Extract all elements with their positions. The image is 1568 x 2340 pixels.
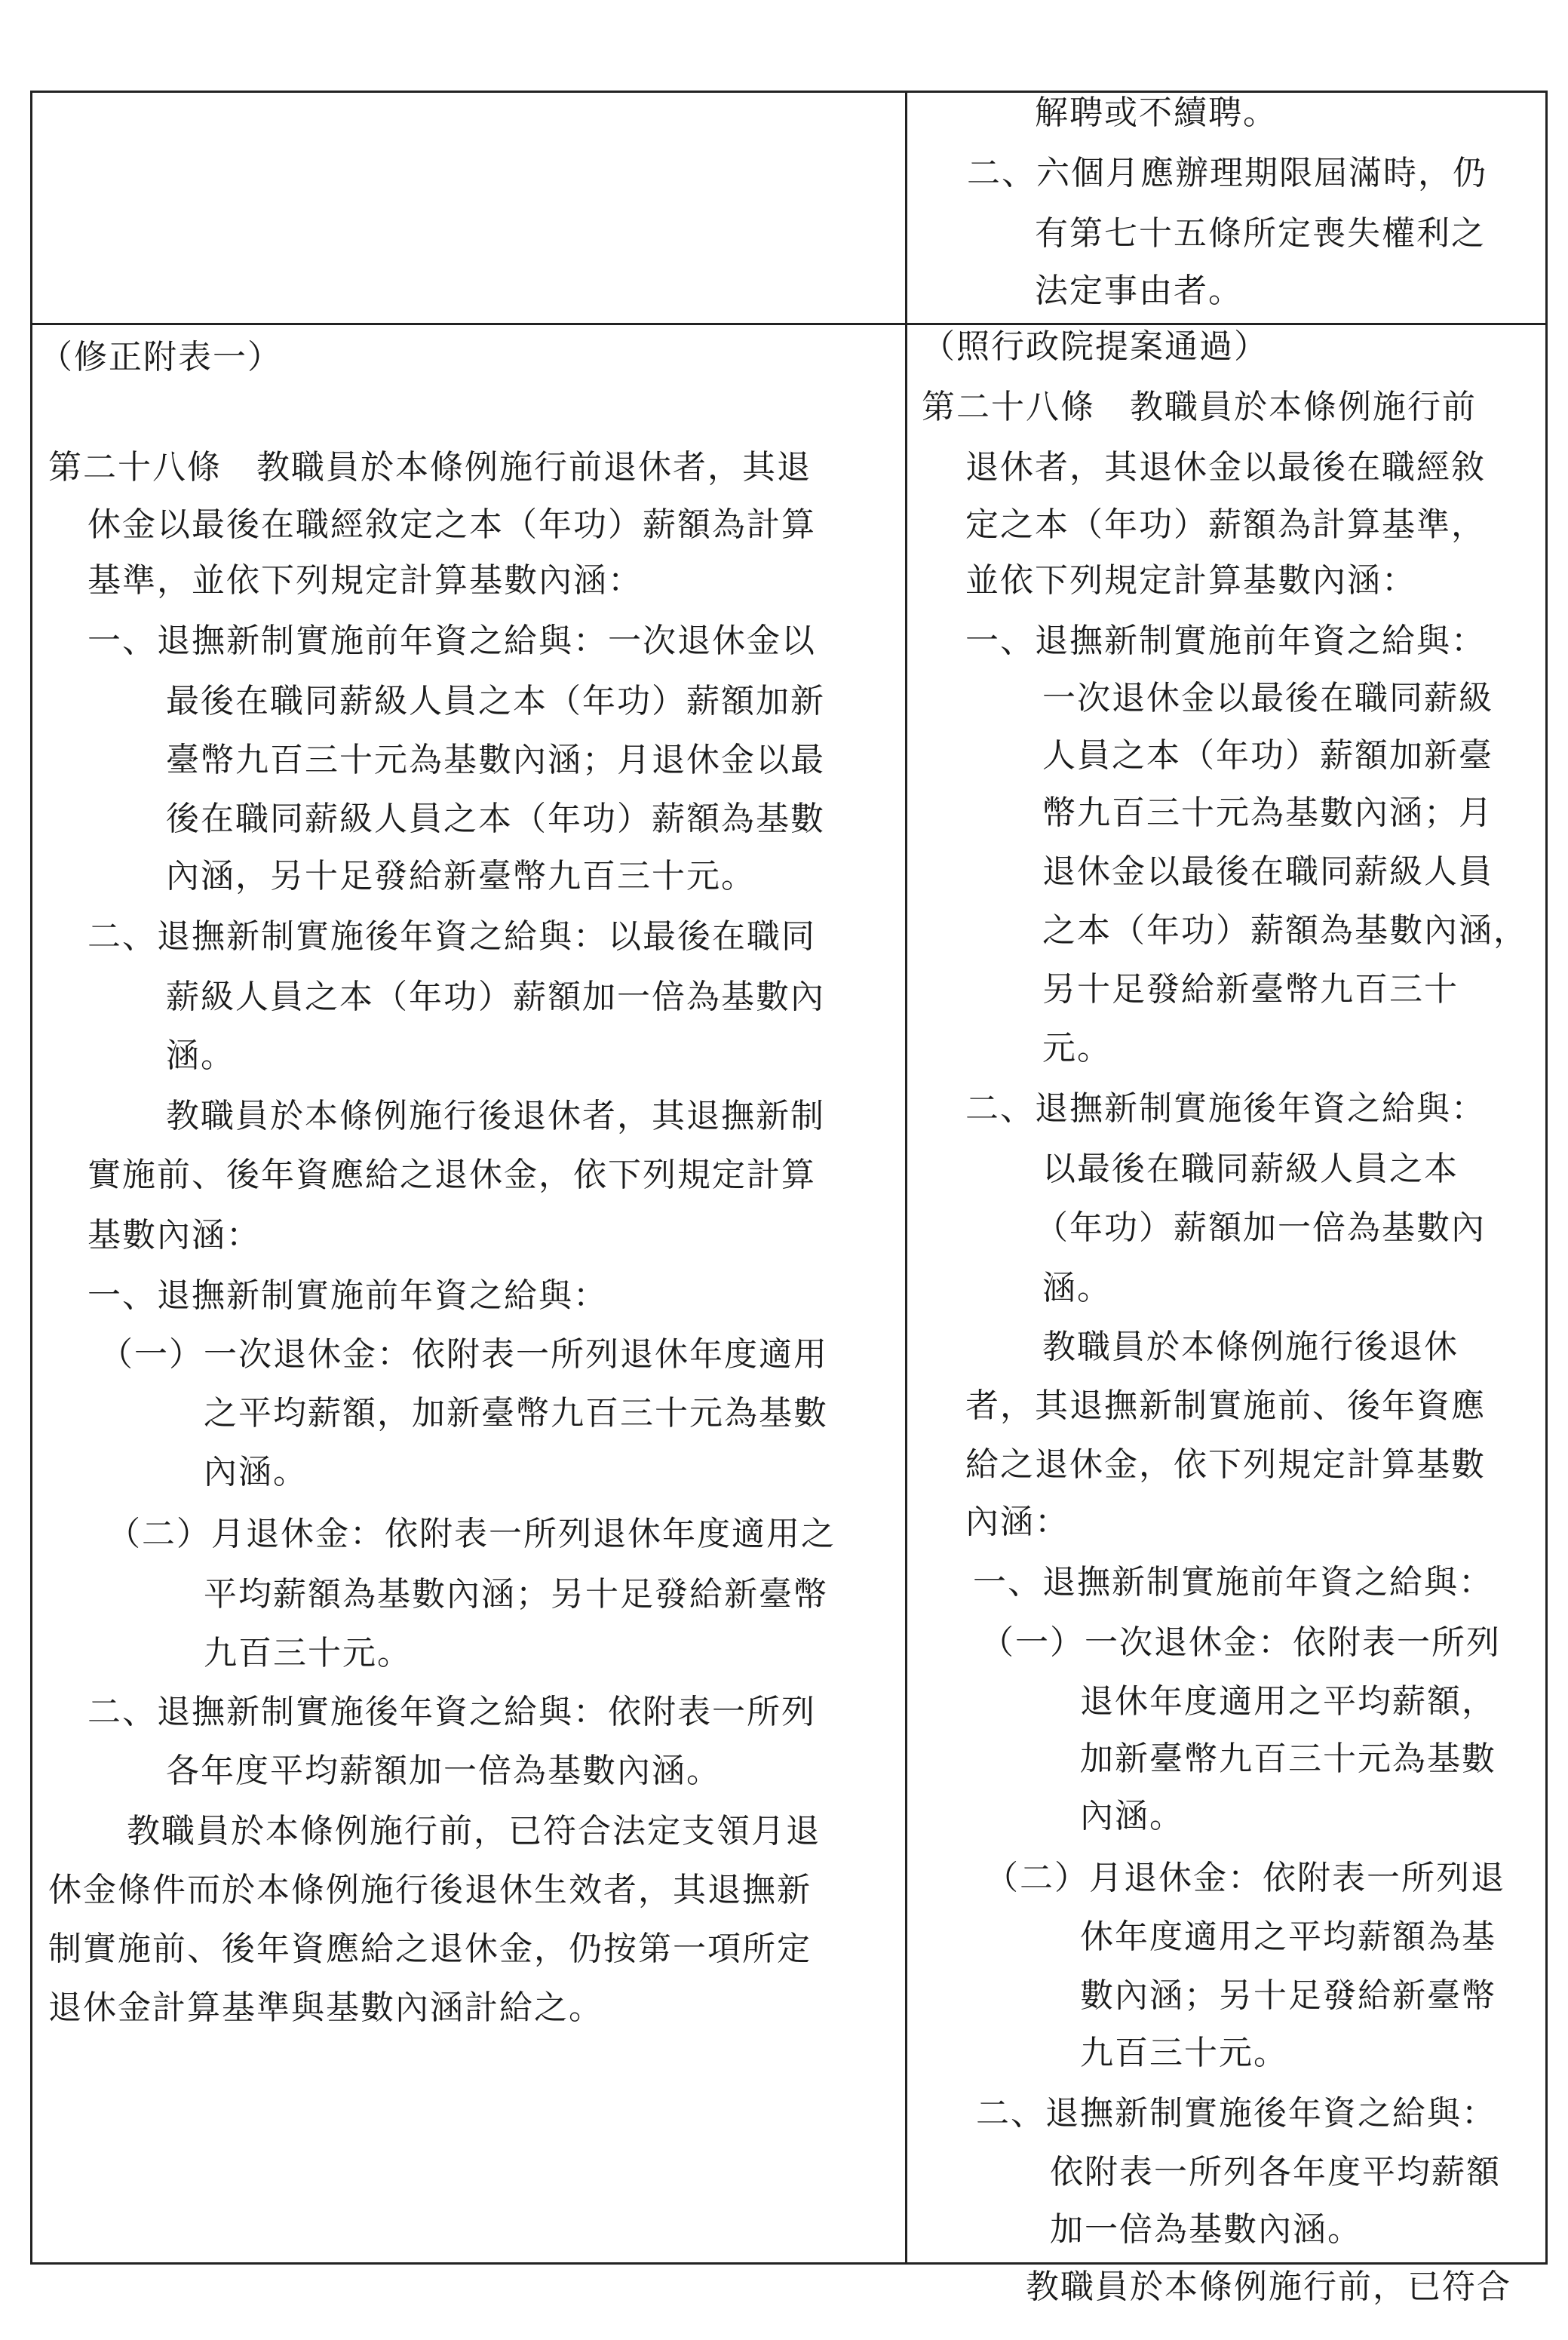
text-line: 內涵，另十足發給新臺幣九百三十元。	[166, 857, 756, 895]
text-line: 薪級人員之本（年功）薪額加一倍為基數內	[166, 978, 825, 1016]
text-line: 基準，並依下列規定計算基數內涵：	[87, 561, 643, 600]
text-line: 休金以最後在職經敘定之本（年功）薪額為計算	[87, 505, 816, 544]
text-line: 退休者，其退休金以最後在職經敘	[965, 448, 1486, 487]
row-divider	[30, 323, 1548, 325]
text-line: 退休年度適用之平均薪額，	[1080, 1682, 1496, 1721]
text-line: 加新臺幣九百三十元為基數	[1080, 1740, 1496, 1778]
text-line: 幣九百三十元為基數內涵；月	[1042, 794, 1493, 832]
text-line: 之平均薪額，加新臺幣九百三十元為基數	[204, 1394, 828, 1433]
text-line: 涵。	[166, 1036, 235, 1075]
text-line: 一、退撫新制實施前年資之給與：	[965, 622, 1486, 660]
article-heading: 第二十八條 教職員於本條例施行前退休者，其退	[48, 448, 812, 487]
text-line: 二、退撫新制實施後年資之給與：依附表一所列	[87, 1693, 816, 1731]
text-line: 法定事由者。	[1035, 272, 1243, 310]
text-line: （一）一次退休金：依附表一所列退休年度適用	[100, 1335, 828, 1374]
column-divider	[905, 91, 907, 2265]
text-line: 一、退撫新制實施前年資之給與：一次退休金以	[87, 622, 816, 660]
text-line: 二、退撫新制實施後年資之給與：	[965, 1089, 1486, 1128]
text-line: 教職員於本條例施行後退休者，其退撫新制	[166, 1097, 825, 1135]
text-line: 後在職同薪級人員之本（年功）薪額為基數	[166, 800, 825, 838]
text-line: 退休金計算基準與基數內涵計給之。	[48, 1988, 603, 2027]
text-line: 內涵。	[1080, 1797, 1184, 1835]
text-line: 二、退撫新制實施後年資之給與：	[976, 2094, 1496, 2133]
text-line: 人員之本（年功）薪額加新臺	[1042, 736, 1493, 775]
text-line: 休年度適用之平均薪額為基	[1080, 1918, 1496, 1956]
text-line: 各年度平均薪額加一倍為基數內涵。	[166, 1752, 721, 1790]
text-line: 九百三十元。	[1080, 2034, 1288, 2072]
text-line: 退休金以最後在職同薪級人員	[1042, 852, 1493, 891]
text-line: 加一倍為基數內涵。	[1050, 2210, 1362, 2249]
text-line: 另十足發給新臺幣九百三十	[1042, 970, 1459, 1009]
text-line: （二）月退休金：依附表一所列退休年度適用之	[107, 1515, 836, 1553]
text-line: 臺幣九百三十元為基數內涵；月退休金以最	[166, 741, 825, 779]
text-line: 教職員於本條例施行後退休	[1042, 1328, 1459, 1366]
text-line: 解聘或不續聘。	[1035, 94, 1278, 132]
text-line: 九百三十元。	[204, 1634, 412, 1672]
text-line: 有第七十五條所定喪失權利之	[1035, 214, 1486, 253]
text-line: 一、退撫新制實施前年資之給與：	[973, 1563, 1493, 1601]
text-line: 內涵。	[204, 1453, 308, 1491]
text-line: 依附表一所列各年度平均薪額	[1050, 2153, 1501, 2191]
text-line: 平均薪額為基數內涵；另十足發給新臺幣	[204, 1575, 828, 1614]
text-line: 以最後在職同薪級人員之本	[1042, 1150, 1459, 1188]
text-line: 二、六個月應辦理期限屆滿時，仍	[967, 154, 1487, 192]
text-line: 數內涵；另十足發給新臺幣	[1080, 1976, 1496, 2015]
text-line: 涵。	[1042, 1269, 1112, 1307]
article-heading: 第二十八條 教職員於本條例施行前	[922, 388, 1477, 426]
text-line: 最後在職同薪級人員之本（年功）薪額加新	[166, 682, 825, 720]
column-header: （修正附表一）	[39, 338, 282, 376]
text-line: 元。	[1042, 1029, 1112, 1067]
text-line: 並依下列規定計算基數內涵：	[965, 561, 1416, 600]
text-line: 二、退撫新制實施後年資之給與：以最後在職同	[87, 917, 816, 956]
text-line: 內涵：	[965, 1503, 1069, 1541]
text-line: （年功）薪額加一倍為基數內	[1035, 1208, 1486, 1247]
text-line: 之本（年功）薪額為基數內涵，	[1042, 911, 1528, 950]
text-line: （一）一次退休金：依附表一所列	[980, 1623, 1501, 1662]
text-line: 一次退休金以最後在職同薪級	[1042, 679, 1493, 717]
text-line: （二）月退休金：依附表一所列退	[985, 1859, 1505, 1897]
text-line: 者，其退撫新制實施前、後年資應	[965, 1386, 1486, 1425]
text-line: 休金條件而於本條例施行後退休生效者，其退撫新	[48, 1871, 812, 1909]
text-line: 基數內涵：	[87, 1216, 261, 1254]
text-line: 教職員於本條例施行前，已符合法定支領月退	[127, 1812, 821, 1850]
text-line: 一、退撫新制實施前年資之給與：	[87, 1276, 608, 1315]
text-line: 定之本（年功）薪額為計算基準，	[965, 505, 1486, 544]
text-line: 制實施前、後年資應給之退休金，仍按第一項所定	[48, 1930, 812, 1968]
text-line: 實施前、後年資應給之退休金，依下列規定計算	[87, 1156, 816, 1194]
text-line: 給之退休金，依下列規定計算基數	[965, 1445, 1486, 1484]
text-line: 教職員於本條例施行前，已符合	[1026, 2268, 1511, 2306]
column-header: （照行政院提案通過）	[922, 327, 1269, 366]
